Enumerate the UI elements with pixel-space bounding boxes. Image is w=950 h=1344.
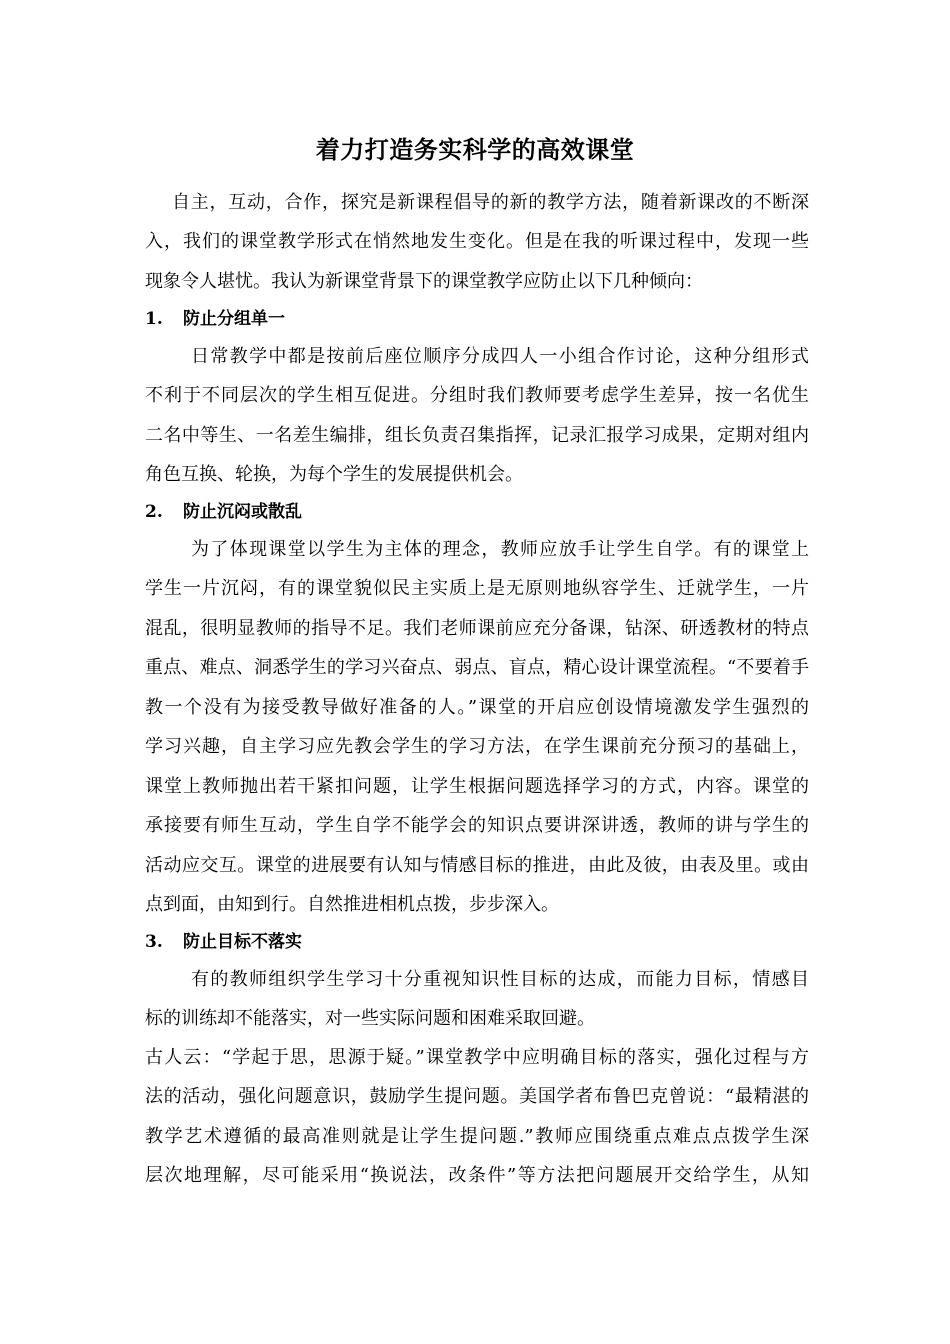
section-number: 3. [145, 932, 163, 952]
paragraph-line: 法的活动，强化问题意识，鼓励学生提问题。美国学者布鲁巴克曾说：“最精湛的 [145, 1086, 809, 1107]
paragraph-line: 层次地理解，尽可能采用“换说法，改条件”等方法把问题展开交给学生，从知 [145, 1165, 809, 1186]
paragraph-line: 学生一片沉闷，有的课堂貌似民主实质上是无原则地纵容学生、迁就学生，一片 [145, 578, 809, 599]
paragraph-line: 为了体现课堂以学生为主体的理念，教师应放手让学生自学。有的课堂上 [191, 539, 809, 560]
paragraph-line: 课堂上教师抛出若干紧扣问题，让学生根据问题选择学习的方式，内容。课堂的 [145, 776, 809, 797]
section-number: 2. [145, 502, 163, 522]
intro-line: 现象令人堪忧。我认为新课堂背景下的课堂教学应防止以下几种倾向： [145, 271, 703, 292]
paragraph-line: 古人云：“学起于思，思源于疑。”课堂教学中应明确目标的落实，强化过程与方 [145, 1047, 809, 1068]
paragraph-line: 日常教学中都是按前后座位顺序分成四人一小组合作讨论，这种分组形式 [191, 346, 809, 367]
document-title: 着力打造务实科学的高效课堂 [315, 135, 635, 164]
intro-line: 自主，互动，合作，探究是新课程倡导的新的教学方法，随着新课改的不断深 [172, 192, 809, 213]
section-heading [145, 307, 285, 331]
paragraph-line: 有的教师组织学生学习十分重视知识性目标的达成，而能力目标，情感目 [191, 969, 809, 990]
intro-line: 入，我们的课堂教学形式在悄然地发生变化。但是在我的听课过程中，发现一些 [145, 231, 809, 252]
paragraph-line: 角色互换、轮换，为每个学生的发展提供机会。 [145, 464, 523, 485]
section-heading-text: 防止目标不落实 [183, 932, 302, 952]
paragraph-line: 教学艺术遵循的最高准则就是让学生提问题.”教师应围绕重点难点点拨学生深 [145, 1126, 809, 1147]
section-heading-text: 防止分组单一 [183, 309, 285, 329]
paragraph-line: 点到面，由知到行。自然推进相机点拨，步步深入。 [145, 894, 559, 915]
paragraph-line: 二名中等生、一名差生编排，组长负责召集指挥，记录汇报学习成果，定期对组内 [145, 425, 809, 446]
section-number: 1. [145, 309, 163, 329]
section-heading-text: 防止沉闷或散乱 [183, 502, 302, 522]
paragraph-line: 教一个没有为接受教导做好准备的人。”课堂的开启应创设情境激发学生强烈的 [145, 697, 809, 718]
paragraph-line: 活动应交互。课堂的进展要有认知与情感目标的推进，由此及彼，由表及里。或由 [145, 855, 809, 876]
paragraph-line: 不利于不同层次的学生相互促进。分组时我们教师要考虑学生差异，按一名优生 [145, 385, 809, 406]
paragraph-line: 标的训练却不能落实，对一些实际问题和困难采取回避。 [145, 1008, 595, 1029]
paragraph-line: 学习兴趣，自主学习应先教会学生的学习方法，在学生课前充分预习的基础上， [145, 736, 809, 757]
paragraph-line: 重点、难点、洞悉学生的学习兴奋点、弱点、盲点，精心设计课堂流程。“不要着手 [145, 657, 809, 678]
paragraph-line: 混乱，很明显教师的指导不足。我们老师课前应充分备课，钻深、研透教材的特点 [145, 618, 809, 639]
section-heading [145, 930, 302, 954]
section-heading [145, 500, 302, 524]
paragraph-line: 承接要有师生互动，学生自学不能学会的知识点要讲深讲透，教师的讲与学生的 [145, 815, 809, 836]
